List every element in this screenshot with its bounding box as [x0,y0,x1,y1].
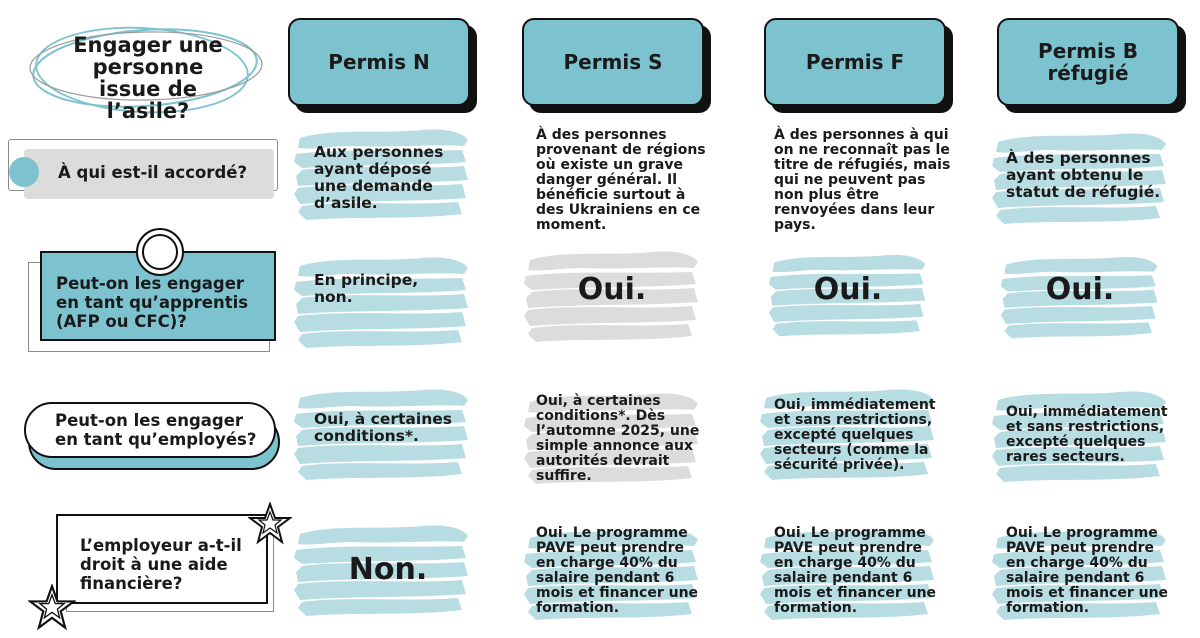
cell-r2-c2: Oui. [577,272,647,307]
cell-r1-c3: À des personnes à qui on ne reconnaît pas le titre de réfugiés, mais qui ne peuvent pas non plus être renvoyées dans leur pays. [774,127,951,233]
star-icon-2 [28,584,76,632]
cell-r3-c3: Oui, immédiatement et sans restrictions, excepté quelques secteurs (comme la sécurité privée). [774,397,936,473]
cell-r4-c3: Oui. Le programme PAVE peut prendre en charge 40% du salaire pendant 6 mois et financer une formation. [774,525,937,616]
header-permis-n: Permis N [288,18,470,106]
cell-r2-c3: Oui. [813,272,883,307]
row-label-4: L’employeur a-t-il droit à une aide financière? [80,536,242,593]
teal-dot-icon [9,157,39,187]
cell-r2-c4: Oui. [1045,272,1115,307]
row-label-1: À qui est-il accordé? [58,163,248,182]
page-title: Engager une personne issue de l’asile? [73,33,223,123]
cell-r4-c4: Oui. Le programme PAVE peut prendre en charge 40% du salaire pendant 6 mois et financer une formation. [1006,525,1169,616]
cell-r1-c4: À des personnes ayant obtenu le statut de réfugié. [1006,149,1161,201]
header-permis-b: Permis B réfugié [997,18,1179,106]
cell-r3-c2: Oui, à certaines conditions*. Dès l’automne 2025, une simple annonce aux autorités devrait suffire. [536,393,700,484]
row-label-3: Peut-on les engager en tant qu’employés? [55,411,257,449]
cell-r4-c2: Oui. Le programme PAVE peut prendre en charge 40% du salaire pendant 6 mois et financer une formation. [536,525,699,616]
cell-r1-c1: Aux personnes ayant déposé une demande d’asile. [314,143,444,212]
circle-inner [142,234,178,270]
cell-r3-c1: Oui, à certaines conditions*. [314,410,452,445]
header-permis-f: Permis F [764,18,946,106]
cell-r4-c1: Non. [348,552,428,587]
cell-r2-c1: En principe, non. [314,271,419,306]
cell-r1-c2: À des personnes provenant de régions où existe un grave danger général. Il bénéficie surtout à des Ukrainiens en ce moment. [536,127,706,233]
row-label-2: Peut-on les engager en tant qu’apprentis (AFP ou CFC)? [56,274,249,331]
header-permis-s: Permis S [522,18,704,106]
cell-r3-c4: Oui, immédiatement et sans restrictions, excepté quelques rares secteurs. [1006,404,1168,465]
